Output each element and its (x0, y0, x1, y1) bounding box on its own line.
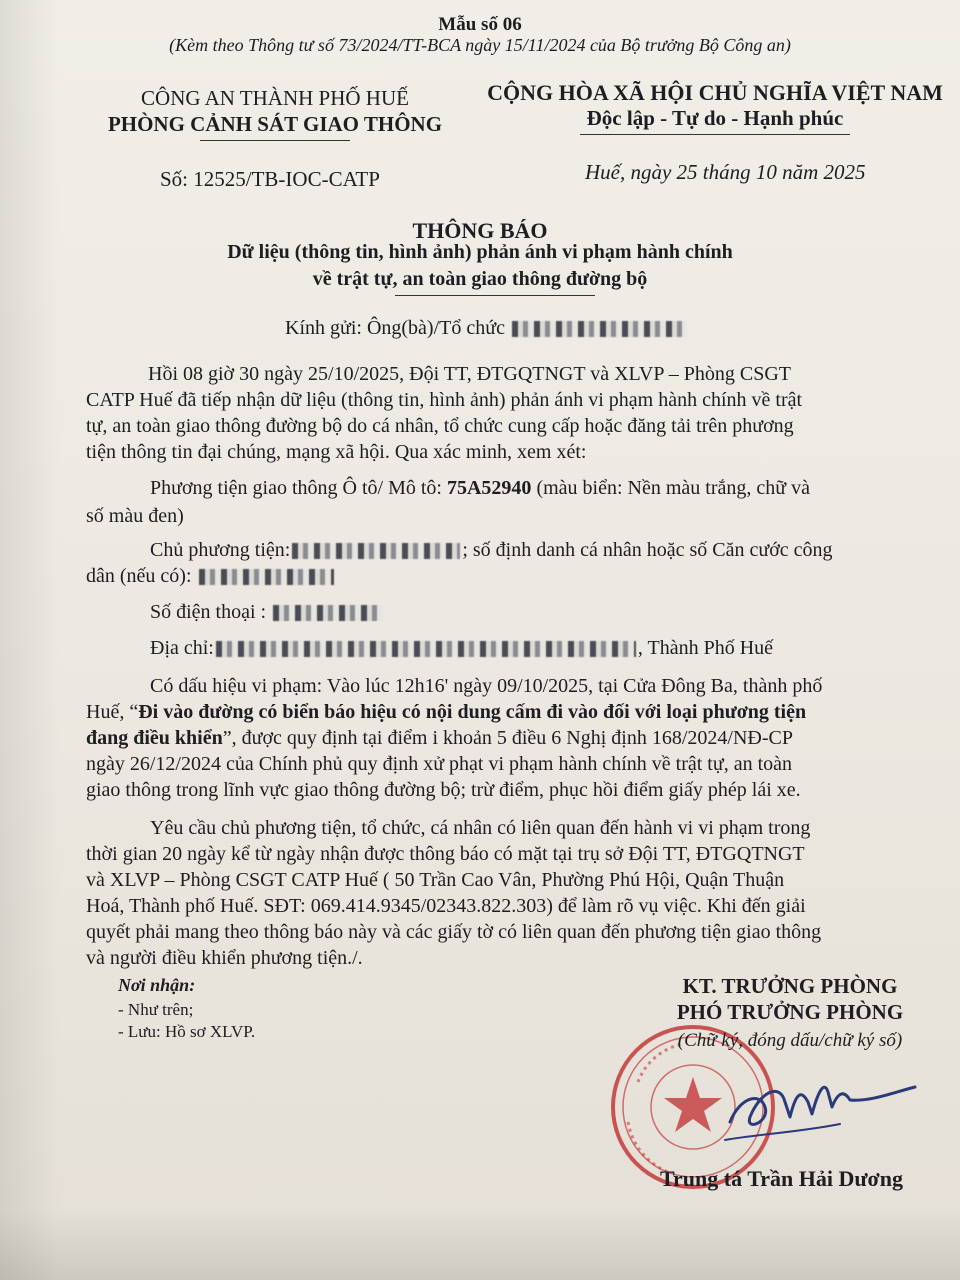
agency-underline (200, 140, 350, 141)
violation-line: Có dấu hiệu vi phạm: Vào lúc 12h16' ngày 09/10/2025, tại Cửa Đông Ba, thành phố (150, 675, 823, 697)
handwritten-signature (720, 1062, 920, 1152)
plate-color-note: (màu biển: Nền màu trắng, chữ và (536, 477, 810, 499)
request-line: thời gian 20 ngày kể từ ngày nhận được thông báo có mặt tại trụ sở Đội TT, ĐTGQTNGT (86, 843, 805, 865)
document-subtitle-line2: về trật tự, an toàn giao thông đường bộ (312, 268, 648, 290)
request-line: quyết phải mang theo thông báo này và các giấy tờ có liên quan đến phương tiện giao thông (86, 921, 822, 943)
vehicle-label: Phương tiện giao thông Ô tô/ Mô tô: (150, 477, 442, 499)
owner-id-label: ; số định danh cá nhân hoặc số Căn cước công (462, 539, 833, 561)
paragraph-1-line: Hồi 08 giờ 30 ngày 25/10/2025, Đội TT, ĐTGQTNGT và XLVP – Phòng CSGT (148, 363, 791, 385)
paragraph-1-line: CATP Huế đã tiếp nhận dữ liệu (thông tin, hình ảnh) phản ánh vi phạm hành chính về trật (86, 389, 803, 411)
violation-prefix: Huế, “ (86, 701, 139, 723)
national-motto: Độc lập - Tự do - Hạnh phúc (586, 106, 844, 130)
redacted-citizen-id (199, 569, 334, 585)
signature-title: KT. TRƯỞNG PHÒNG (682, 974, 898, 998)
paragraph-1-line: tiện thông tin đại chúng, mạng xã hội. Qua xác minh, xem xét: (86, 441, 587, 463)
salutation (285, 317, 689, 340)
motto-underline (580, 134, 850, 135)
document-number: Số: 12525/TB-IOC-CATP (160, 167, 380, 191)
violation-description-end: đang điều khiển (86, 727, 223, 749)
violation-description: Đi vào đường có biển báo hiệu có nội dung cấm đi vào đối với loại phương tiện (138, 701, 807, 723)
request-line: và XLVP – Phòng CSGT CATP Huế ( 50 Trần Cao Vân, Phường Phú Hội, Quận Thuận (86, 869, 785, 891)
recipients-label: Nơi nhận: (118, 975, 196, 995)
address-label: Địa chỉ: (150, 637, 214, 659)
signer-name: Trung tá Trần Hải Dương (660, 1166, 903, 1191)
page-bottom-shadow (0, 1210, 960, 1280)
phone-label: Số điện thoại : (150, 601, 267, 623)
violation-legal-basis: ”, được quy định tại điểm i khoản 5 điều 6 Nghị định 168/2024/NĐ-CP (222, 727, 793, 749)
vehicle-line-2: số màu đen) (86, 505, 184, 527)
page-shadow (0, 0, 60, 1280)
signature-note: (Chữ ký, đóng dấu/chữ ký số) (677, 1030, 903, 1051)
owner-label: Chủ phương tiện: (150, 539, 291, 561)
request-line: Yêu cầu chủ phương tiện, tổ chức, cá nhân có liên quan đến hành vi vi phạm trong (150, 817, 811, 839)
place-date: Huế, ngày 25 tháng 10 năm 2025 (585, 160, 866, 184)
title-underline (395, 295, 595, 296)
national-title: CỘNG HÒA XÃ HỘI CHỦ NGHĨA VIỆT NAM (487, 80, 943, 105)
violation-line (86, 701, 806, 724)
citizen-id-label: dân (nếu có): (86, 565, 192, 587)
document-title: THÔNG BÁO (412, 218, 548, 243)
owner-id-line (86, 565, 336, 588)
agency-department: PHÒNG CẢNH SÁT GIAO THÔNG (107, 112, 443, 136)
document-subtitle-line1: Dữ liệu (thông tin, hình ảnh) phản ánh vi phạm hành chính (227, 241, 733, 263)
recipient-item: - Lưu: Hồ sơ XLVP. (118, 1022, 256, 1041)
vehicle-line (150, 477, 810, 500)
violation-line: ngày 26/12/2024 của Chính phủ quy định xử phạt vi phạm hành chính về trật tự, an toàn (86, 753, 793, 775)
license-plate: 75A52940 (446, 477, 532, 499)
owner-line (150, 539, 833, 562)
redacted-phone (273, 605, 383, 621)
agency-name: CÔNG AN THÀNH PHỐ HUẾ (141, 86, 409, 110)
recipient-item: - Như trên; (118, 1000, 194, 1019)
paragraph-1-line: tự, an toàn giao thông đường bộ do cá nhân, tổ chức cung cấp hoặc đăng tải trên phương (86, 415, 794, 437)
address-city: , Thành Phố Huế (637, 637, 774, 659)
violation-line (86, 727, 793, 750)
form-note: (Kèm theo Thông tư số 73/2024/TT-BCA ngày 15/11/2024 của Bộ trưởng Bộ Công an) (169, 35, 791, 55)
request-line: Hoá, Thành phố Huế. SĐT: 069.414.9345/02343.822.303) để làm rõ vụ việc. Khi đến giải (86, 895, 806, 917)
redacted-address (216, 641, 636, 657)
redacted-recipient-name (512, 321, 687, 337)
address-line (150, 637, 773, 660)
form-number: Mẫu số 06 (438, 14, 522, 35)
phone-line (150, 601, 385, 624)
salutation-text: Kính gửi: Ông(bà)/Tổ chức (285, 317, 505, 339)
request-line: và người điều khiển phương tiện./. (86, 947, 363, 969)
violation-line: giao thông trong lĩnh vực giao thông đường bộ; trừ điểm, phục hồi điểm giấy phép lái xe. (86, 779, 801, 801)
redacted-owner-name (292, 543, 460, 559)
signature-position: PHÓ TRƯỞNG PHÒNG (676, 1000, 904, 1024)
